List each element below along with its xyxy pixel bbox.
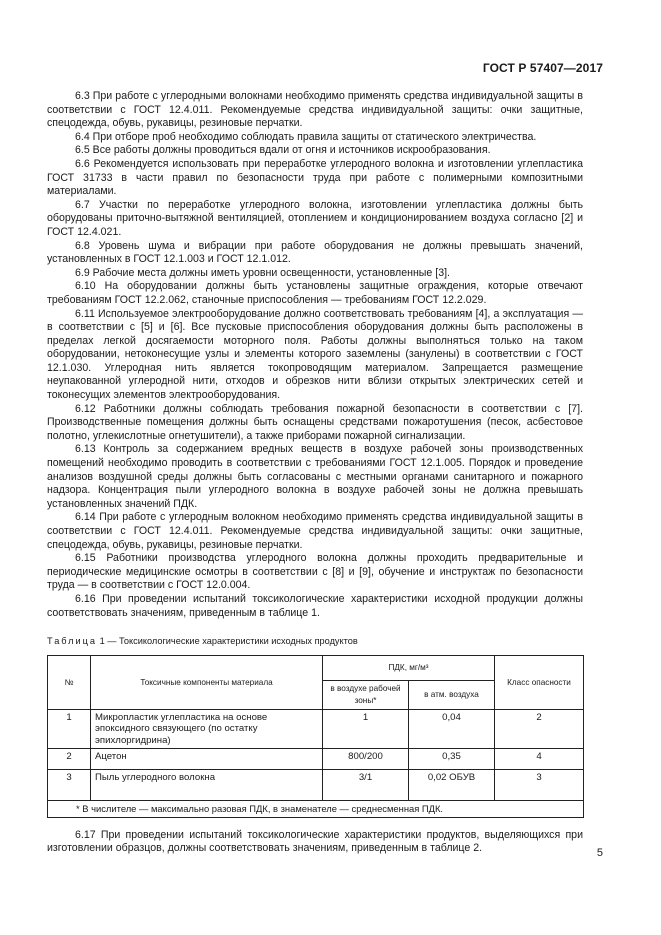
cell-hazard-class: 2 <box>495 709 584 749</box>
header-atm: в атм. воздуха <box>409 680 495 709</box>
cell-work-zone: 3/1 <box>323 770 409 801</box>
header-pdk: ПДК, мг/м³ <box>323 655 495 680</box>
paragraph-6-15: 6.15 Работники производства углеродного волокна должны проходить предварительные и периодические медицинские осмотры в соответствии с [8] и [9], обучение и инструктаж по безопасности труда — в соответствии с ГОСТ 12.0.004. <box>47 552 583 592</box>
page-number: 5 <box>596 847 603 859</box>
cell-work-zone: 1 <box>323 709 409 749</box>
cell-num: 3 <box>48 770 91 801</box>
paragraph-6-17: 6.17 При проведении испытаний токсикологические характеристики продуктов, выделяющихся при изготовлении образцов, должны соответствовать значениям, приведенным в таблице 2. <box>47 828 583 855</box>
cell-atm: 0,04 <box>409 709 495 749</box>
paragraph-6-7: 6.7 Участки по переработке углеродного волокна, изготовлении углепластика должны быть оборудованы приточно-вытяжной вентиляцией, отоплением и кондиционированием воздуха согласно [2] и ГОСТ 12.4.021. <box>47 198 583 238</box>
standard-id-header: ГОСТ Р 57407—2017 <box>482 61 603 75</box>
table-caption-prefix: Таблица <box>47 636 98 647</box>
paragraph-6-8: 6.8 Уровень шума и вибрации при работе оборудования не должны превышать значений, установленных в ГОСТ 12.1.003 и ГОСТ 12.1.012. <box>47 239 583 266</box>
cell-atm: 0,02 ОБУВ <box>409 770 495 801</box>
cell-num: 1 <box>48 709 91 749</box>
table-caption-title: 1 — Токсикологические характеристики исходных продуктов <box>97 636 358 647</box>
cell-atm: 0,35 <box>409 749 495 770</box>
header-component: Токсичные компоненты материала <box>91 655 323 709</box>
table-row <box>48 709 584 749</box>
table-footnote: * В числителе — максимально разовая ПДК, в знаменателе — среднесменная ПДК. <box>48 801 584 818</box>
cell-component: Микропластик углепластика на основе эпоксидного связующего (по остатку эпихлоргидрина) <box>91 709 323 749</box>
paragraph-6-16: 6.16 При проведении испытаний токсикологические характеристики исходной продукции должны соответствовать значениям, приведенным в таблице 1. <box>47 592 583 619</box>
paragraph-6-11: 6.11 Используемое электрооборудование должно соответствовать требованиям [4], а эксплуатация — в соответствии с [5] и [6]. Все пусковые приспособления оборудования должны быть расположены в пределах легкой досягаемости моторного поля. Работы должны выполняться только на таком оборудовании, нетоконесущие узлы и элементы которого заземлены (занулены) в соответствии с ГОСТ 12.1.030. Углеродная нить является токопроводящим материалом. Запрещается размещение неупакованной углеродной нити, отходов и обрезков нити вблизи открытых электрических сетей и токонесущих элементов электрооборудования. <box>47 307 583 402</box>
paragraph-6-13: 6.13 Контроль за содержанием вредных веществ в воздухе рабочей зоны производственных помещений необходимо проводить в соответствии с требованиями ГОСТ 12.1.005. Порядок и проведение анализов воздушной среды должны быть согласованы с местными органами санитарного и пожарного надзора. Концентрация пыли углеродного волокна в воздухе рабочей зоны не должна превышать установленных значений ПДК. <box>47 443 583 510</box>
cell-num: 2 <box>48 749 91 770</box>
paragraph-6-9: 6.9 Рабочие места должны иметь уровни освещенности, установленные [3]. <box>75 266 450 279</box>
cell-work-zone: 800/200 <box>323 749 409 770</box>
paragraph-6-12: 6.12 Работники должны соблюдать требования пожарной безопасности в соответствии с [7]. Производственные помещения должны быть оснащены средствами пожаротушения (песок, асбестовое полотно, углекислотные огнетушители), а также приборами пожарной сигнализации. <box>47 402 583 442</box>
header-hazard-class: Класс опасности <box>495 655 584 709</box>
paragraph-6-6: 6.6 Рекомендуется использовать при переработке углеродного волокна и изготовлении углепластика ГОСТ 31733 в части правил по безопасности труда при работе с полимерными композитными материалами. <box>47 157 583 198</box>
header-num: № <box>48 655 91 709</box>
paragraph-6-4: 6.4 При отборе проб необходимо соблюдать правила защиты от статического электричества. <box>75 130 537 143</box>
table-caption <box>47 635 583 649</box>
table-row <box>48 749 584 770</box>
toxicology-table <box>47 655 584 818</box>
table-row <box>48 770 584 801</box>
page-body <box>47 90 583 856</box>
header-work-zone: в воздухе рабочей зоны* <box>323 680 409 709</box>
paragraph-6-3: 6.3 При работе с углеродными волокнами необходимо применять средства индивидуальной защиты в соответствии с ГОСТ 12.4.011. Рекомендуемые средства индивидуальной защиты: очки защитные, спецодежда, обувь, рукавицы, резиновые перчатки. <box>47 90 583 130</box>
paragraph-6-5: 6.5 Все работы должны проводиться вдали от огня и источников искрообразования. <box>75 144 491 157</box>
table-header-row <box>48 655 584 680</box>
cell-hazard-class: 4 <box>495 749 584 770</box>
table-footnote-row <box>48 801 584 818</box>
cell-component: Ацетон <box>91 749 323 770</box>
cell-hazard-class: 3 <box>495 770 584 801</box>
paragraph-6-14: 6.14 При работе с углеродным волокном необходимо применять средства индивидуальной защиты в соответствии с ГОСТ 12.4.011. Рекомендуемые средства индивидуальной защиты: очки защитные, спецодежда, обувь, рукавицы, резиновые перчатки. <box>47 511 583 551</box>
cell-component: Пыль углеродного волокна <box>91 770 323 801</box>
paragraph-6-10: 6.10 На оборудовании должны быть установлены защитные ограждения, которые отвечают требованиям ГОСТ 12.2.062, станочные приспособления — требованиям ГОСТ 12.2.029. <box>47 280 583 306</box>
